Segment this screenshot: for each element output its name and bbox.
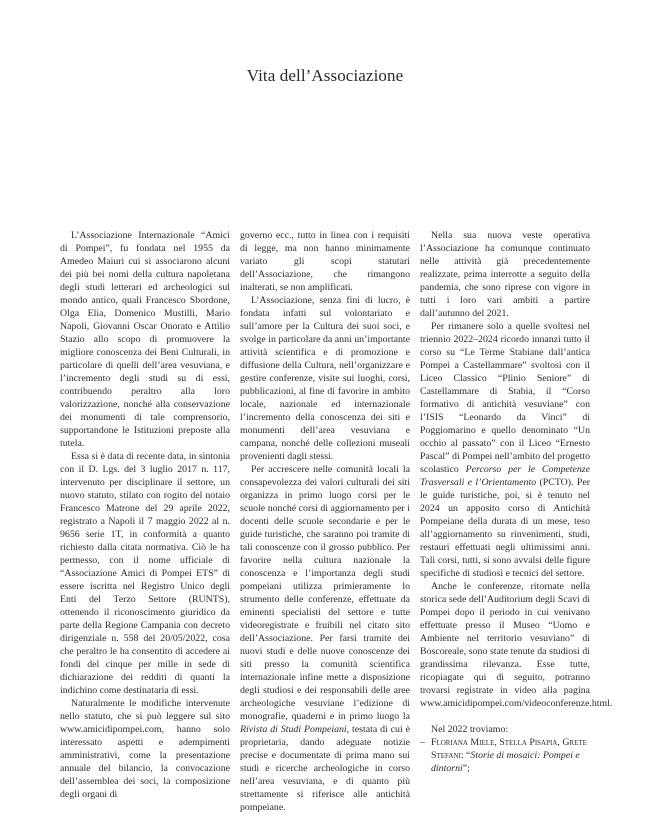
list-item xyxy=(420,736,590,775)
paragraph: Essa si è data di recente data, in sintonia con il D. Lgs. del 3 luglio 2017 n. 117, intervenuto per disciplinare il settore, un nuovo statuto, stilato con rogito del notaio Francesco Matrone del 29 aprile 2022, registrato a Napoli il 7 maggio 2022 al n. 9656 serie 1T, in conformità a quanto richiesto dalla citata normativa. Ciò le ha permesso, con il nome ufficiale di “Associazione Amici di Pompei ETS” di essere iscritta nel Registro Unico degli Enti del Terzo Settore (RUNTS), ottenendo il riconoscimento giuridico da parte della Regione Campania con decreto dirigenziale n. 558 del 20/05/2022, cosa che peraltro le ha consentito di accedere ai fondi del cinque per mille in sede di dichiarazione dei redditi di quanti la indichino come destinataria di essi. xyxy=(60,451,230,696)
speaker-names: Floriana Miele, Stella Pisapia, Grete Stefani xyxy=(431,737,587,761)
paragraph: L’Associazione, senza fini di lucro, è fondata infatti sul volontariato e sull’amore per la Cultura dei suoi soci, e svolge in particolare da anni un’importante attività scientifica e di promozione e diffusione della Cultura, nell’organizzare e gestire conferenze, visite sui luoghi, corsi, pubblicazioni, al fine di favorire in ambito locale, nazionale ed internazionale l’incremento della conoscenza dei siti e monumenti dell’area vesuviana e campana, nonché delle collezioni museali provenienti dagli stessi. xyxy=(240,295,410,462)
separator: ”; xyxy=(462,763,470,774)
paragraph: governo ecc., tutto in linea con i requisiti di legge, ma non hanno minimamente variato gli scopi statutari dell’Associazione, che rimangono inalterati, se non amplificati. xyxy=(240,230,410,293)
paragraph: Naturalmente le modifiche intervenute nello statuto, che si può leggere sul sito www.amicidipompei.com, hanno solo interessato aspetti e adempimenti amministrativi, come la presentazione annuale del bilancio, la convocazione dell’assemblea dei soci, la composizione degli organi di xyxy=(60,698,230,800)
paragraph: Nel 2022 troviamo: xyxy=(431,724,509,735)
list-dash: – xyxy=(420,737,425,748)
journal-title: Rivista di Studi Pompeiani xyxy=(240,724,347,735)
paragraph: Nella sua nuova veste operativa l’Associazione ha comunque continuato nelle attività già precedentemente realizzate, prima interrotte a seguito della pandemia, che sono riprese con vigore in tutti i loro vari ambiti a partire dall’autunno del 2021. xyxy=(420,230,590,319)
column-2 xyxy=(240,229,410,814)
paragraph xyxy=(240,463,410,814)
paragraph-text: Per rimanere solo a quelle svoltesi nel triennio 2022–2024 ricordo innanzi tutto il corso su “Le Terme Stabiane dall’antica Pompei a Castellammare” svoltosi con il Liceo Classico “Plinio Seniore” di Castellammare di Stabia, il “Corso formativo di antichità vesuviane” con l’ISIS “Leonardo da Vinci” di Poggiomarino e quello denominato “Un occhio al passato” con il Liceo “Ernesto Pascal” di Pompei nell’ambito del progetto scolastico xyxy=(420,321,590,475)
separator: : “ xyxy=(460,750,471,761)
conference-title: Storie di mosaici: Pompei e dintorni xyxy=(431,750,580,774)
paragraph: Anche le conferenze, ritornate nella storica sede dell’Auditorium degli Scavi di Pompei dopo il periodo in cui venivano effettuate presso il Museo “Uomo e Ambiente nel territorio vesuviano” di Boscoreale, sono state tenute da studiosi di grandissima rilevanza. Esse tutte, ricopiagate qui di seguito, potranno trovarsi registrate in video alla pagina www.amicidipompei.com/videoconferenze.html. xyxy=(420,581,613,709)
project-title: Percorso per le Competenze Trasversali e l’Orientamento xyxy=(420,464,591,488)
paragraph-text: Per accrescere nelle comunità locali la consapevolezza dei valori culturali dei siti organizza in primo luogo corsi per le scuole nonché corsi di aggiornamento per i docenti delle scuole secondarie e per le guide turistiche, che saranno poi tramite di tali conoscenze con il grosso pubblico. Per favorire nella cultura nazionale la conoscenza e l’importanza degli studi pompeiani utilizza primieramente lo strumento delle conferenze, effettuate da eminenti specialisti del settore e tutte videoregistrate e fruibili nel citato sito dell’Associazione. Per farsi tramite dei nuovi studi e delle nuove conoscenze dei siti presso la comunità scientifica internazionale infine mette a disposizione degli studiosi e dei responsabili delle aree archeologiche vesuviane l’edizione di monografie, quaderni e in primo luogo la xyxy=(240,464,410,722)
list-text xyxy=(431,736,590,775)
paragraph xyxy=(420,320,590,580)
paragraph: L’Associazione Internazionale “Amici di Pompei”, fu fondata nel 1955 da Amedeo Maiuri cui si associarono alcuni dei più bei nomi della cultura napoletana degli studi letterari ed archeologici sul mondo antico, quali Francesco Sbordone, Olga Elia, Domenico Mustilli, Mario Napoli, Giovanni Oscar Onorato e Attilio Stazio allo scopo di promuovere la migliore conoscenza dei Beni Culturali, in particolare di quelli dell’area vesuviana, e l’incremento degli studi su di essi, contribuendo peraltro alla loro valorizzazione, nonché alla conservazione dei monumenti di tale comprensorio, supportandone le Istituzioni preposte alla tutela. xyxy=(60,230,230,449)
column-3 xyxy=(420,229,613,814)
page-title: Vita dell’Associazione xyxy=(246,66,404,85)
column-1 xyxy=(60,229,230,814)
spacer xyxy=(420,710,590,723)
paragraph-text: , testata di cui è proprietaria, dando adeguate notizie precise e documentate di prima mano sui studi e ricerche archeologiche in corso nell’area vesuviana, e di quanto più strettamente si riferisce alle antichità pompeiane. xyxy=(240,724,411,813)
paragraph-text: (PCTO). Per le guide turistiche, poi, si è tenuto nel 2024 un apposito corso di Antichità Pompeiane della durata di un mese, teso all’aggiornamento su rinvenimenti, studi, restauri effettuati negli ultimissimi anni. Tali corsi, tutti, si sono avvalsi delle figure specifiche di studiosi e tecnici del settore. xyxy=(420,477,590,579)
article-columns xyxy=(60,229,613,814)
